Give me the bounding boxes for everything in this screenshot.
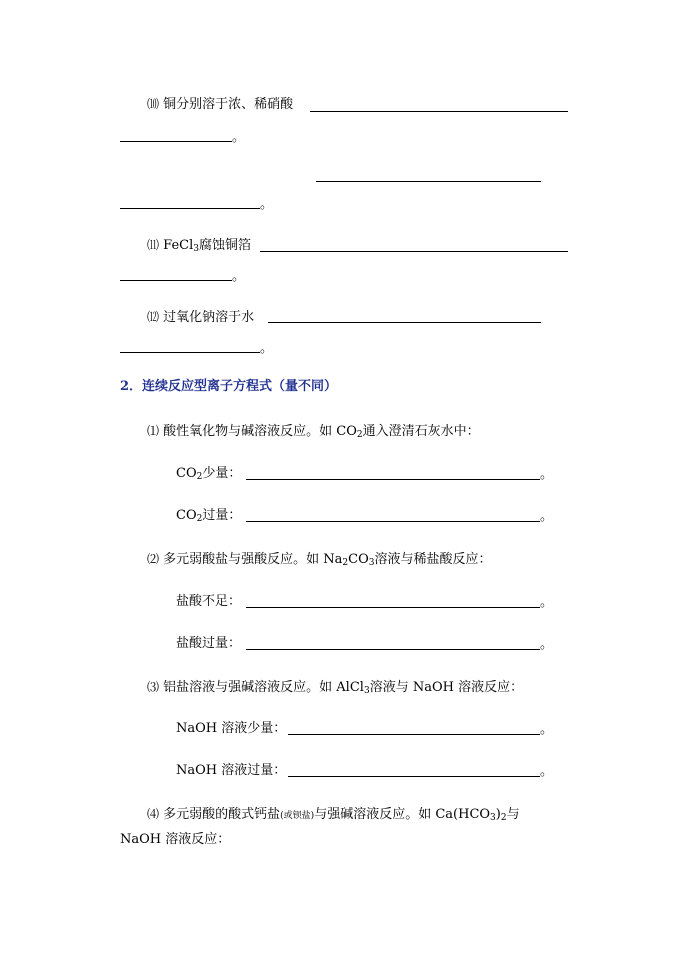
note-text: (或钡盐): [280, 811, 315, 821]
item-number: ⑿: [147, 310, 160, 324]
subscript: 3: [193, 244, 199, 254]
period: 。: [540, 764, 554, 779]
period: 。: [540, 595, 554, 610]
answer-blank[interactable]: [246, 521, 540, 522]
question-2: [147, 551, 492, 568]
question-1: [147, 423, 480, 440]
question-4: [147, 806, 520, 824]
answer-label: [176, 466, 241, 482]
answer-label: NaOH 溶液少量：: [176, 721, 287, 736]
section-heading: 2．连续反应型离子方程式（量不同）: [120, 379, 338, 394]
question-text: 与: [506, 807, 520, 822]
item-12-text: 过氧化钠溶于水: [163, 310, 255, 325]
question-text: CO: [348, 552, 369, 567]
item-10-text: 铜分别溶于浓、稀硝酸: [163, 97, 294, 112]
answer-label: [176, 508, 241, 524]
answer-blank[interactable]: [246, 649, 540, 650]
answer-blank[interactable]: [288, 734, 540, 735]
question-text: ): [495, 807, 501, 822]
subscript: 2: [356, 430, 363, 440]
label-text: 少量：: [202, 466, 242, 481]
question-3: [147, 679, 523, 696]
question-text: 溶液与稀盐酸反应：: [374, 552, 492, 567]
formula-text: CO: [176, 466, 197, 481]
question-text: 酸性氧化物与碱溶液反应。如 CO: [163, 424, 357, 439]
answer-blank[interactable]: [120, 141, 232, 142]
answer-label: NaOH 溶液过量：: [176, 763, 287, 778]
question-number: ⑴: [147, 424, 160, 438]
question-text: 多元弱酸的酸式钙盐: [163, 807, 281, 822]
subscript: 3: [490, 813, 496, 823]
subscript: 2: [196, 472, 203, 482]
question-text: 与强碱溶液反应。如 Ca(HCO: [314, 807, 491, 822]
answer-blank[interactable]: [120, 280, 232, 281]
formula-text: FeCl: [163, 238, 194, 253]
item-number: ⑽: [147, 97, 160, 111]
question-text: 多元弱酸盐与强酸反应。如 Na: [163, 552, 343, 567]
answer-blank[interactable]: [316, 181, 541, 182]
question-text: 通入澄清石灰水中：: [362, 424, 480, 439]
period: 。: [260, 341, 274, 356]
answer-blank[interactable]: [120, 208, 260, 209]
answer-blank[interactable]: [246, 479, 540, 480]
period: 。: [260, 197, 274, 212]
item-10-line: [147, 96, 293, 113]
item-11-line: [147, 237, 251, 254]
answer-blank[interactable]: [268, 322, 541, 323]
question-4-continued: NaOH 溶液反应：: [120, 832, 231, 847]
question-number: ⑶: [147, 680, 160, 694]
answer-label: 盐酸过量：: [176, 636, 242, 651]
period: 。: [540, 637, 554, 652]
subscript: 3: [363, 686, 370, 696]
subscript: 2: [196, 514, 203, 524]
answer-label: 盐酸不足：: [176, 594, 242, 609]
period: 。: [540, 467, 554, 482]
item-number: ⑾: [147, 238, 160, 252]
label-text: 过量：: [202, 508, 242, 523]
answer-blank[interactable]: [246, 607, 540, 608]
item-11-text: 腐蚀铜箔: [199, 238, 252, 253]
question-text: 溶液与 NaOH 溶液反应：: [369, 680, 524, 695]
formula-text: CO: [176, 508, 197, 523]
answer-blank[interactable]: [120, 352, 260, 353]
question-text: 铝盐溶液与强碱溶液反应。如 AlCl: [163, 680, 364, 695]
subscript: 2: [500, 813, 507, 823]
question-number: ⑷: [147, 807, 160, 821]
question-number: ⑵: [147, 552, 160, 566]
answer-blank[interactable]: [260, 251, 568, 252]
subscript: 2: [342, 558, 349, 568]
period: 。: [540, 509, 554, 524]
item-12-line: [147, 309, 254, 326]
period: 。: [232, 130, 246, 145]
subscript: 3: [368, 558, 375, 568]
period: 。: [540, 722, 554, 737]
answer-blank[interactable]: [288, 776, 540, 777]
period: 。: [232, 269, 246, 284]
answer-blank[interactable]: [310, 111, 568, 112]
